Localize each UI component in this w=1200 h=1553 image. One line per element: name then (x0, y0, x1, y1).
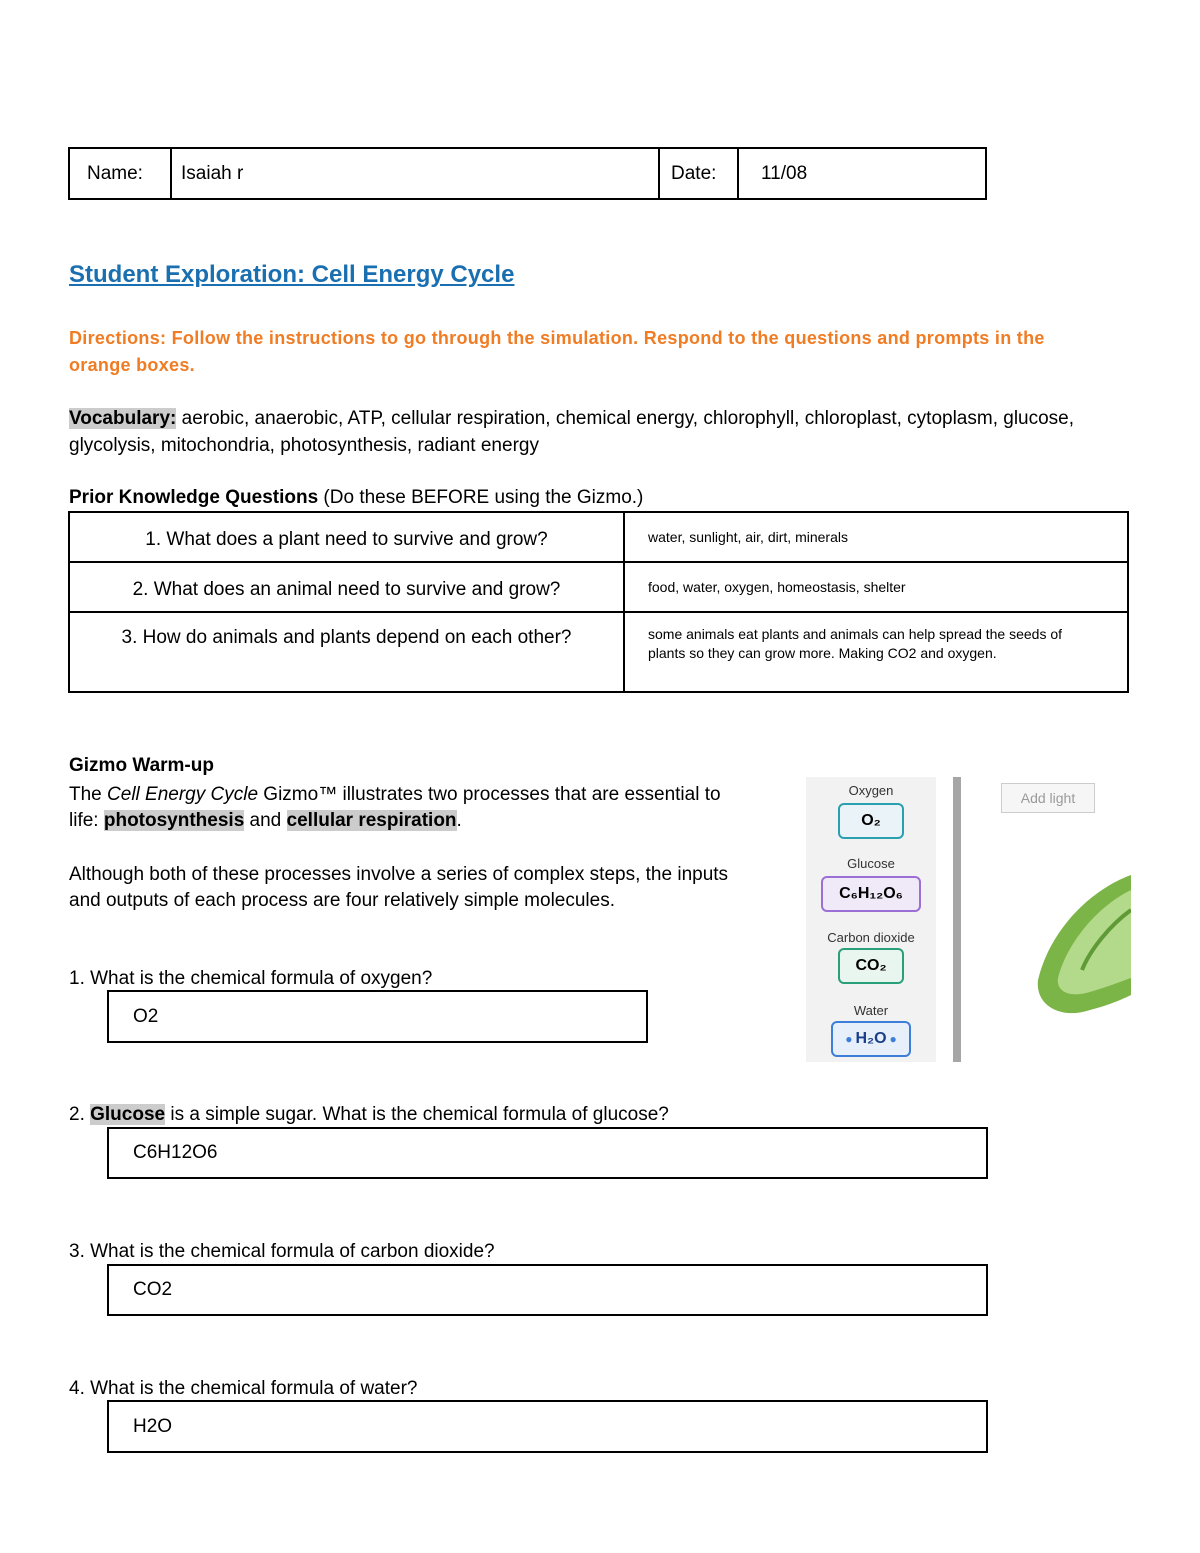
chloroplast-image (1030, 870, 1131, 1040)
answer-cell[interactable]: water, sunlight, air, dirt, minerals (648, 529, 848, 545)
gizmo-paragraph: Although both of these processes involve a series of complex steps, the inputs and outputs of each process are four relatively simple molecules. (69, 864, 729, 911)
table-row (70, 613, 1127, 691)
date-label: Date: (660, 149, 739, 198)
page-title: Student Exploration: Cell Energy Cycle (69, 261, 515, 288)
prior-knowledge-note: (Do these BEFORE using the Gizmo.) (318, 487, 644, 508)
prior-knowledge-table (68, 511, 1129, 693)
answer-cell[interactable]: food, water, oxygen, homeostasis, shelter (648, 579, 906, 595)
panel-divider (953, 777, 961, 1062)
water-molecule-button[interactable]: ● H₂O ● (831, 1021, 911, 1057)
glucose-term: Glucose (90, 1104, 166, 1125)
directions: Directions: Follow the instructions to go through the simulation. Respond to the questions and prompts in the orange boxes. (69, 328, 1045, 375)
question-cell: 3. How do animals and plants depend on each other? (70, 613, 625, 691)
water-drop-icon: ● (889, 1032, 897, 1046)
question-1: 1. What is the chemical formula of oxygen? (69, 968, 433, 989)
answer-4-box[interactable]: H2O (107, 1400, 988, 1453)
gizmo-heading: Gizmo Warm-up (69, 755, 214, 776)
vocabulary-label: Vocabulary: (69, 408, 177, 429)
co2-label: Carbon dioxide (827, 930, 915, 945)
name-value[interactable]: Isaiah r (172, 149, 660, 198)
molecule-panel (806, 777, 936, 1062)
add-light-button[interactable]: Add light (1001, 783, 1095, 813)
gizmo-intro: The Cell Energy Cycle Gizmo™ illustrates two processes that are essential to life: photosynthesis and cellular respiration. (69, 784, 721, 831)
answer-cell[interactable]: some animals eat plants and animals can help spread the seeds of plants so they can grow more. Making CO2 and oxygen. (648, 626, 1063, 661)
answer-2-box[interactable]: C6H12O6 (107, 1127, 988, 1179)
vocabulary-text: aerobic, anaerobic, ATP, cellular respiration, chemical energy, chlorophyll, chloroplast, cytoplasm, glucose, glycolysis, mitochondria, photosynthesis, radiant energy (69, 408, 1075, 456)
table-row (70, 563, 1127, 613)
table-row (70, 513, 1127, 563)
photosynthesis-term: photosynthesis (103, 810, 245, 831)
water-drop-icon: ● (845, 1032, 853, 1046)
prior-knowledge-heading (69, 487, 643, 509)
oxygen-molecule-button[interactable]: O₂ (838, 803, 904, 839)
co2-molecule-button[interactable]: CO₂ (838, 948, 904, 984)
header-table (68, 147, 987, 200)
question-4: 4. What is the chemical formula of water? (69, 1378, 418, 1399)
water-label: Water (853, 1003, 889, 1018)
prior-knowledge-title: Prior Knowledge Questions (69, 487, 319, 508)
question-3: 3. What is the chemical formula of carbon dioxide? (69, 1241, 495, 1262)
question-cell: 1. What does a plant need to survive and grow? (70, 513, 625, 561)
glucose-label: Glucose (847, 856, 895, 871)
glucose-molecule-button[interactable]: C₆H₁₂O₆ (821, 876, 921, 912)
name-label: Name: (70, 149, 172, 198)
vocabulary (69, 405, 1149, 459)
answer-1-box[interactable]: O2 (107, 990, 648, 1043)
date-value[interactable]: 11/08 (761, 162, 808, 184)
question-cell: 2. What does an animal need to survive and grow? (70, 563, 625, 611)
answer-3-box[interactable]: CO2 (107, 1264, 988, 1316)
oxygen-label: Oxygen (848, 783, 894, 798)
question-2: 2. Glucose is a simple sugar. What is the chemical formula of glucose? (69, 1104, 669, 1125)
respiration-term: cellular respiration (286, 810, 457, 831)
